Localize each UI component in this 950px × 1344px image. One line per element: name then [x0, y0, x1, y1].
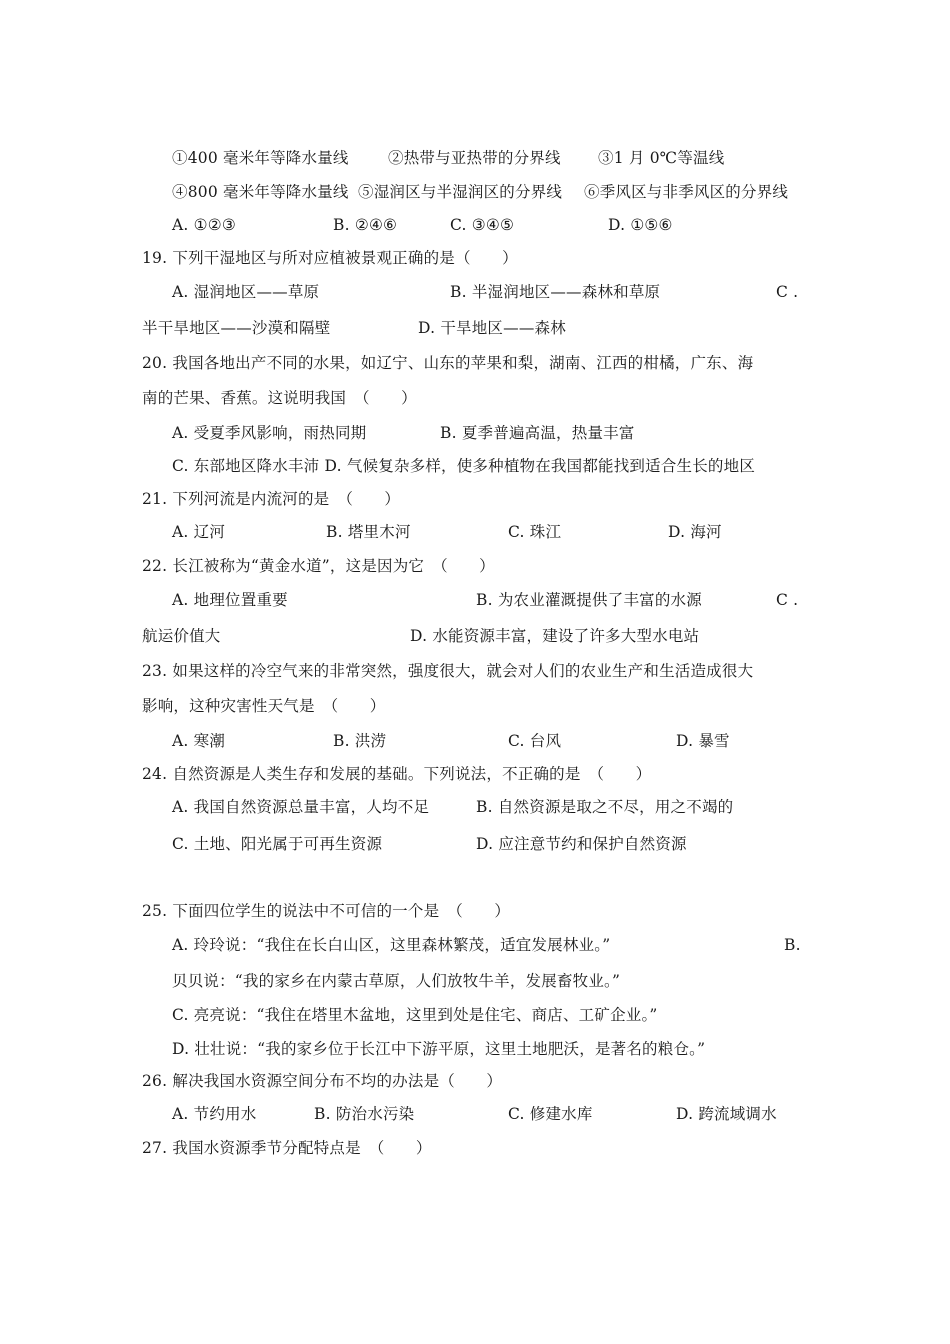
- q19-choice-d: D. 干旱地区——森林: [418, 319, 566, 337]
- q18-option-6: ⑥季风区与非季风区的分界线: [584, 183, 789, 201]
- q20-choice-b: B. 夏季普遍高温，热量丰富: [440, 424, 635, 442]
- q21-choice-b: B. 塔里木河: [326, 523, 411, 541]
- q21-choice-c: C. 珠江: [508, 523, 562, 541]
- q21-choice-a: A. 辽河: [172, 523, 226, 541]
- q22-choice-c-mark: C .: [776, 591, 799, 609]
- q26-choice-a: A. 节约用水: [172, 1105, 257, 1123]
- q24-choice-c: C. 土地、阳光属于可再生资源: [172, 835, 383, 853]
- q22-stem: 22. 长江被称为“黄金水道”，这是因为它 （ ）: [142, 557, 495, 575]
- q23-choice-a: A. 寒潮: [172, 732, 226, 750]
- q25-choice-a: A. 玲玲说：“我住在长白山区，这里森林繁茂，适宜发展林业。”: [172, 936, 611, 954]
- q18-choice-c: C. ③④⑤: [450, 216, 515, 234]
- q23-stem-line1: 23. 如果这样的冷空气来的非常突然，强度很大，就会对人们的农业生产和生活造成很大: [142, 662, 754, 680]
- q19-stem: 19. 下列干湿地区与所对应植被景观正确的是（ ）: [142, 249, 518, 267]
- q18-choice-d: D. ①⑤⑥: [608, 216, 673, 234]
- q23-choice-b: B. 洪涝: [333, 732, 387, 750]
- q18-choice-a: A. ①②③: [172, 216, 236, 234]
- q21-choice-d: D. 海河: [668, 523, 722, 541]
- q26-stem: 26. 解决我国水资源空间分布不均的办法是（ ）: [142, 1072, 503, 1090]
- q25-choice-c: C. 亮亮说：“我住在塔里木盆地，这里到处是住宅、商店、工矿企业。”: [172, 1006, 658, 1024]
- q23-choice-c: C. 台风: [508, 732, 562, 750]
- q19-choice-a: A. 湿润地区——草原: [172, 283, 320, 301]
- q25-choice-b-mark: B.: [784, 936, 801, 954]
- q18-option-3: ③1 月 0℃等温线: [598, 149, 725, 167]
- q22-choice-b: B. 为农业灌溉提供了丰富的水源: [476, 591, 702, 609]
- q21-stem: 21. 下列河流是内流河的是 （ ）: [142, 490, 401, 508]
- q27-stem: 27. 我国水资源季节分配特点是 （ ）: [142, 1139, 432, 1157]
- q26-choice-c: C. 修建水库: [508, 1105, 593, 1123]
- q19-choice-b: B. 半湿润地区——森林和草原: [450, 283, 661, 301]
- q20-choice-cd: C. 东部地区降水丰沛 D. 气候复杂多样，使多种植物在我国都能找到适合生长的地区: [172, 457, 756, 475]
- q23-stem-line2: 影响，这种灾害性天气是 （ ）: [142, 697, 386, 715]
- q22-choice-a: A. 地理位置重要: [172, 591, 288, 609]
- q20-choice-a: A. 受夏季风影响，雨热同期: [172, 424, 367, 442]
- q19-choice-c-mark: C .: [776, 283, 799, 301]
- q18-option-1: ①400 毫米年等降水量线: [172, 149, 349, 167]
- q26-choice-b: B. 防治水污染: [314, 1105, 415, 1123]
- q25-choice-b-text: 贝贝说：“我的家乡在内蒙古草原，人们放牧牛羊，发展畜牧业。”: [172, 972, 621, 990]
- q26-choice-d: D. 跨流域调水: [676, 1105, 777, 1123]
- q18-choice-b: B. ②④⑥: [333, 216, 398, 234]
- q25-stem: 25. 下面四位学生的说法中不可信的一个是 （ ）: [142, 902, 511, 920]
- q20-stem-line1: 20. 我国各地出产不同的水果，如辽宁、山东的苹果和梨，湖南、江西的柑橘，广东、海: [142, 354, 754, 372]
- q20-stem-line2: 南的芒果、香蕉。这说明我国 （ ）: [142, 389, 417, 407]
- q22-choice-d: D. 水能资源丰富，建设了许多大型水电站: [410, 627, 700, 645]
- q18-option-5: ⑤湿润区与半湿润区的分界线: [358, 183, 563, 201]
- q24-stem: 24. 自然资源是人类生存和发展的基础。下列说法，不正确的是 （ ）: [142, 765, 652, 783]
- q18-option-2: ②热带与亚热带的分界线: [388, 149, 561, 167]
- q22-choice-c-text: 航运价值大: [142, 627, 221, 645]
- q24-choice-d: D. 应注意节约和保护自然资源: [476, 835, 687, 853]
- q19-choice-c-text: 半干旱地区——沙漠和隔壁: [142, 319, 331, 337]
- q25-choice-d: D. 壮壮说：“我的家乡位于长江中下游平原，这里土地肥沃，是著名的粮仓。”: [172, 1040, 706, 1058]
- q24-choice-b: B. 自然资源是取之不尽，用之不竭的: [476, 798, 734, 816]
- q18-option-4: ④800 毫米年等降水量线: [172, 183, 349, 201]
- q24-choice-a: A. 我国自然资源总量丰富，人均不足: [172, 798, 430, 816]
- q23-choice-d: D. 暴雪: [676, 732, 730, 750]
